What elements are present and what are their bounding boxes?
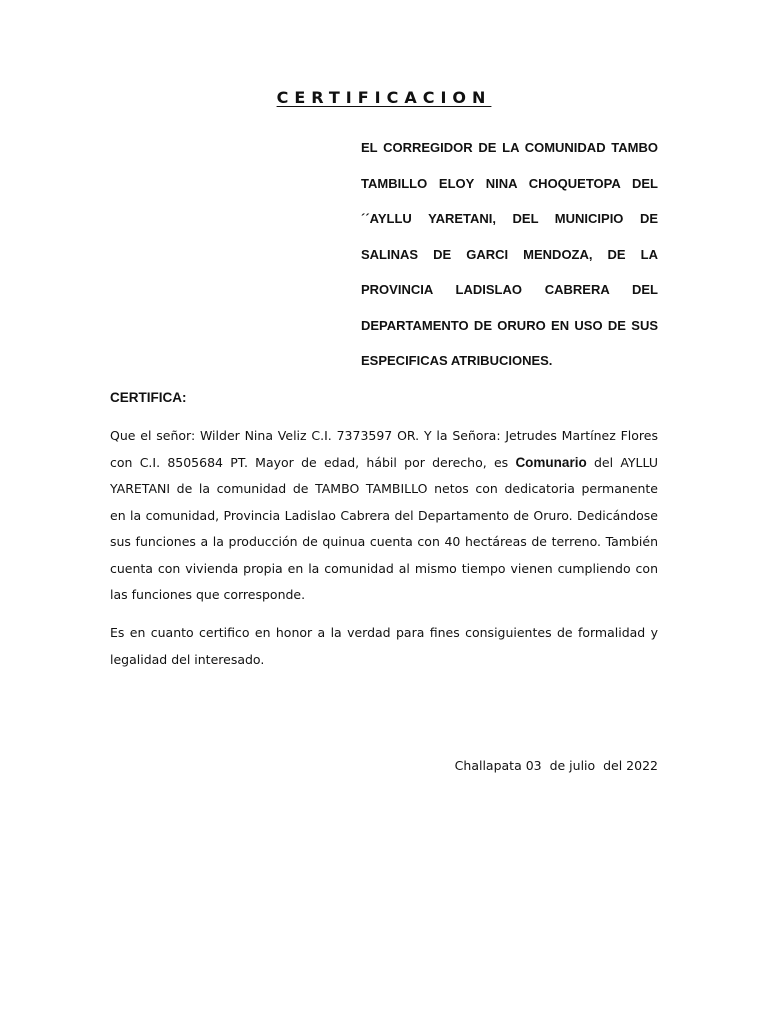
- issuer-line: ESPECIFICAS ATRIBUCIONES.: [361, 353, 553, 368]
- paragraph-line: Que el señor: Wilder Nina Veliz C.I. 7373597 OR. Y la Señora: Jetrudes Martínez Flores: [110, 428, 658, 443]
- issuer-line: EL CORREGIDOR DE LA COMUNIDAD TAMBO: [361, 140, 658, 155]
- comunario-emphasis: Comunario: [515, 454, 587, 470]
- paragraph-text: con C.I. 8505684 PT. Mayor de edad, hábil por derecho, es: [110, 454, 516, 470]
- certifica-heading: CERTIFICA:: [110, 390, 187, 405]
- issuer-line: DEPARTAMENTO DE ORURO EN USO DE SUS: [361, 317, 658, 333]
- paragraph-text: del AYLLU: [586, 454, 658, 470]
- closing-paragraph: [110, 620, 658, 673]
- issuer-line: PROVINCIA LADISLAO CABRERA DEL: [361, 282, 658, 297]
- issuer-line: ´´AYLLU YARETANI, DEL MUNICIPIO DE: [361, 211, 658, 226]
- paragraph-line: legalidad del interesado.: [110, 651, 265, 667]
- paragraph-line: cuenta con vivienda propia en la comunidad al mismo tiempo vienen cumpliendo con: [110, 560, 658, 576]
- paragraph-line: [110, 450, 658, 477]
- paragraph-line: YARETANI de la comunidad de TAMBO TAMBILLO netos con dedicatoria permanente: [110, 481, 658, 496]
- paragraph-line: las funciones que corresponde.: [110, 587, 306, 602]
- certification-paragraph: [110, 423, 658, 609]
- document-title: CERTIFICACION: [276, 88, 492, 107]
- issuer-line: TAMBILLO ELOY NINA CHOQUETOPA DEL: [361, 175, 658, 191]
- issuer-line: SALINAS DE GARCI MENDOZA, DE LA: [361, 246, 658, 262]
- place-and-date: Challapata 03 de julio del 2022: [454, 758, 658, 773]
- issuer-statement: [361, 130, 658, 379]
- paragraph-line: Es en cuanto certifico en honor a la verdad para fines consiguientes de formalidad y: [110, 625, 658, 640]
- paragraph-line: en la comunidad, Provincia Ladislao Cabrera del Departamento de Oruro. Dedicándose: [110, 507, 658, 523]
- paragraph-line: sus funciones a la producción de quinua cuenta con 40 hectáreas de terreno. También: [110, 534, 658, 549]
